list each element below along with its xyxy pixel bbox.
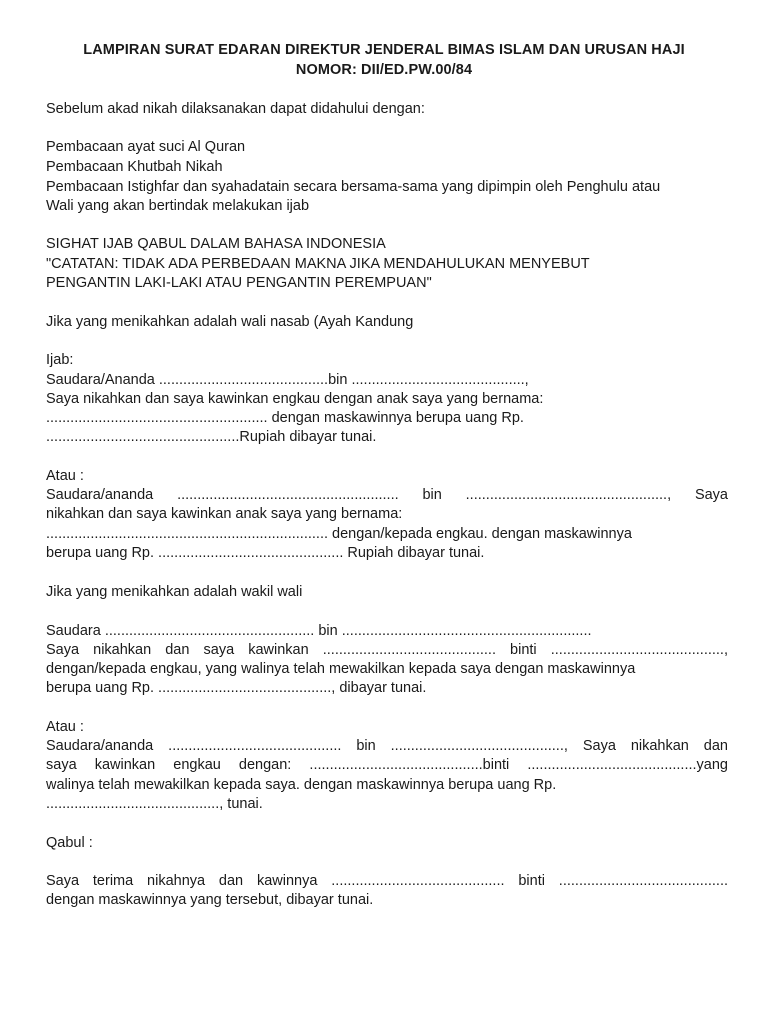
wakil2-line-3: walinya telah mewakilkan kepada saya. dengan maskawinnya berupa uang Rp.: [46, 777, 557, 793]
document-title-line-1: LAMPIRAN SURAT EDARAN DIREKTUR JENDERAL BIMAS ISLAM DAN URUSAN HAJI: [83, 42, 685, 58]
intro-text: Sebelum akad nikah dilaksanakan dapat didahului dengan:: [46, 101, 425, 117]
ijab1-line-2: Saya nikahkan dan saya kawinkan engkau dengan anak saya yang bernama:: [46, 391, 544, 407]
list-item-quran: Pembacaan ayat suci Al Quran: [46, 139, 246, 155]
list-item-istighfar-line-1: Pembacaan Istighfar dan syahadatain secara bersama-sama yang dipimpin oleh Penghulu atau: [46, 179, 661, 195]
ijab1-line-3: ....................................................... dengan maskawinnya berupa uang Rp.: [46, 410, 524, 426]
ijab1-line-4: ................................................Rupiah dibayar tunai.: [46, 429, 377, 445]
list-item-istighfar-line-2: Wali yang akan bertindak melakukan ijab: [46, 198, 310, 214]
wakil1-line-3: dengan/kepada engkau, yang walinya telah mewakilkan kepada saya dengan maskawinnya: [46, 661, 636, 677]
list-item-khutbah: Pembacaan Khutbah Nikah: [46, 159, 223, 175]
wakil1-line-2: Saya nikahkan dan saya kawinkan ........................................... binti ...........................................,: [46, 642, 728, 658]
ijab-label: Ijab:: [46, 352, 74, 368]
atau-label-2: Atau :: [46, 719, 84, 735]
wakil2-line-4: ..........................................., tunai.: [46, 796, 263, 812]
ijab2-line-1: Saudara/ananda ....................................................... bin .................................................., Saya: [46, 487, 728, 503]
wakil2-line-1: Saudara/ananda ........................................... bin ..........................................., Saya nikahkan dan: [46, 738, 728, 754]
ijab2-line-3: ...................................................................... dengan/kepada engkau. dengan maskawinnya: [46, 526, 632, 542]
wakil1-line-1: Saudara .................................................... bin ..............................................................: [46, 623, 592, 639]
atau-label-1: Atau :: [46, 468, 84, 484]
wakil2-line-2: saya kawinkan engkau dengan: ...........................................binti ..........................................yang: [46, 757, 728, 773]
qabul-line-2: dengan maskawinnya yang tersebut, dibayar tunai.: [46, 892, 374, 908]
sighat-heading: SIGHAT IJAB QABUL DALAM BAHASA INDONESIA: [46, 236, 386, 252]
wakil-wali-heading: Jika yang menikahkan adalah wakil wali: [46, 584, 303, 600]
note-line-1: "CATATAN: TIDAK ADA PERBEDAAN MAKNA JIKA MENDAHULUKAN MENYEBUT: [46, 256, 590, 272]
note-line-2: PENGANTIN LAKI-LAKI ATAU PENGANTIN PEREMPUAN": [46, 275, 432, 291]
ijab2-line-2: nikahkan dan saya kawinkan anak saya yang bernama:: [46, 506, 403, 522]
qabul-label: Qabul :: [46, 835, 93, 851]
document-title-line-2: NOMOR: DII/ED.PW.00/84: [295, 62, 473, 78]
wakil1-line-4: berupa uang Rp. ..........................................., dibayar tunai.: [46, 680, 427, 696]
ijab1-line-1: Saudara/Ananda ..........................................bin ...........................................,: [46, 372, 529, 388]
ijab2-line-4: berupa uang Rp. .............................................. Rupiah dibayar tunai.: [46, 545, 485, 561]
wali-nasab-heading: Jika yang menikahkan adalah wali nasab (Ayah Kandung: [46, 314, 414, 330]
qabul-line-1: Saya terima nikahnya dan kawinnya ........................................... binti ..........................................: [46, 873, 728, 889]
